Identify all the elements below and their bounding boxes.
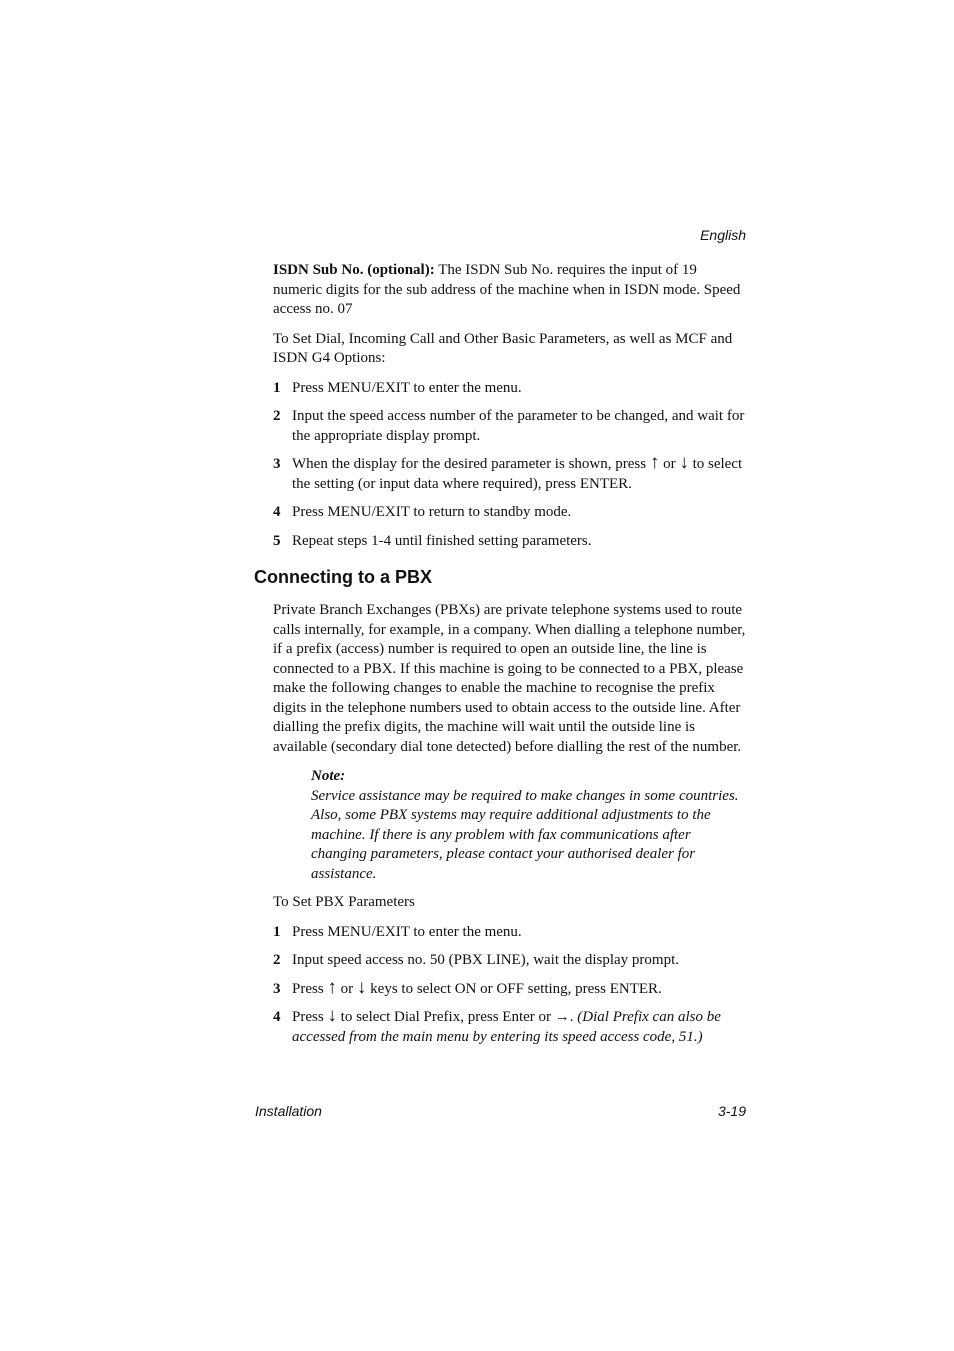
step-number: 1 xyxy=(273,379,281,396)
step-text-pre: Press xyxy=(292,980,328,997)
note-text: Service assistance may be required to make changes in some countries. Also, some PBX systems may require additional adjustments to the machine. If there is any problem with fax communications after changing parameters, please contact your authorised dealer for assistance. xyxy=(311,787,739,882)
step-number: 3 xyxy=(273,456,281,472)
down-arrow-icon: ↓ xyxy=(679,452,689,473)
step-text-mid: or xyxy=(659,456,680,472)
step-text: Input the speed access number of the parameter to be changed, and wait for the appropriate display prompt. xyxy=(292,408,745,444)
pbx-content xyxy=(273,601,747,1056)
up-arrow-icon: ↑ xyxy=(327,976,337,998)
step-italic-note: (Dial Prefix can also be accessed from the main menu by entering its speed access code, 51.) xyxy=(292,1009,721,1045)
step-item xyxy=(273,452,747,494)
isdn-paragraph xyxy=(273,261,747,320)
note-title: Note: xyxy=(311,768,346,784)
step-number: 3 xyxy=(273,980,281,997)
step-text-pre: Press xyxy=(292,1009,328,1025)
step-item xyxy=(273,951,747,971)
page-number: 3-19 xyxy=(717,1103,746,1119)
step-text: Press MENU/EXIT to enter the menu. xyxy=(292,379,522,396)
step-text xyxy=(292,976,747,1000)
step-text-post: . xyxy=(569,1009,578,1025)
step-item xyxy=(273,407,747,446)
step-number: 1 xyxy=(273,923,281,940)
step-text: Press MENU/EXIT to enter the menu. xyxy=(292,923,522,940)
basic-parameters-steps xyxy=(273,379,747,552)
step-item xyxy=(273,976,747,1000)
step-text-pre: When the display for the desired parameter is shown, press xyxy=(292,456,650,472)
step-text-mid: to select Dial Prefix, press Enter or xyxy=(336,1009,555,1025)
step-number: 5 xyxy=(273,532,281,549)
step-number: 4 xyxy=(273,504,281,520)
step-item xyxy=(273,923,747,943)
footer-section-name: Installation xyxy=(255,1103,322,1119)
step-text: Press MENU/EXIT to return to standby mode. xyxy=(292,504,572,520)
basic-parameters-intro: To Set Dial, Incoming Call and Other Basic Parameters, as well as MCF and ISDN G4 Options: xyxy=(273,330,733,366)
step-text xyxy=(292,452,747,494)
step-item xyxy=(273,503,747,523)
isdn-text: The ISDN Sub No. requires the input of 19 numeric digits for the sub address of the machine when in ISDN mode. Speed access no. 07 xyxy=(273,262,741,317)
down-arrow-icon: ↓ xyxy=(356,976,367,998)
section-heading: Connecting to a PBX xyxy=(254,567,433,587)
step-number: 2 xyxy=(273,408,281,424)
right-arrow-icon: → xyxy=(554,1009,570,1025)
step-text-post: to select the setting (or input data where required), press ENTER. xyxy=(292,456,743,492)
isdn-label: ISDN Sub No. (optional): xyxy=(273,262,435,278)
step-text-post: keys to select ON or OFF setting, press ENTER. xyxy=(366,980,662,997)
up-arrow-icon: ↑ xyxy=(649,452,660,473)
top-content xyxy=(273,261,747,560)
step-number: 2 xyxy=(273,952,281,968)
pbx-parameters-steps xyxy=(273,923,747,1048)
pbx-parameters-intro: To Set PBX Parameters xyxy=(273,894,415,910)
step-item xyxy=(273,532,747,552)
note-box xyxy=(311,767,747,884)
step-text: Repeat steps 1-4 until finished setting parameters. xyxy=(292,532,592,549)
step-item xyxy=(273,379,747,399)
pbx-paragraph: Private Branch Exchanges (PBXs) are private telephone systems used to route calls internally, for example, in a company. When dialling a telephone number, if a prefix (access) number is required to open an outside line, the line is connected to a PBX. If this machine is going to be connected to a PBX, please make the following changes to enable the machine to recognise the prefix digits in the telephone numbers used to obtain access to the outside line. After dialling the prefix digits, the machine will wait until the outside line is available (secondary dial tone detected) before dialling the rest of the number. xyxy=(273,602,746,755)
step-text: Input speed access no. 50 (PBX LINE), wait the display prompt. xyxy=(292,952,680,968)
running-header-language: English xyxy=(700,227,746,243)
step-number: 4 xyxy=(273,1009,281,1025)
step-text xyxy=(292,1005,747,1047)
down-arrow-icon: ↓ xyxy=(327,1005,337,1026)
step-text-mid: or xyxy=(336,980,357,997)
step-item xyxy=(273,1005,747,1047)
